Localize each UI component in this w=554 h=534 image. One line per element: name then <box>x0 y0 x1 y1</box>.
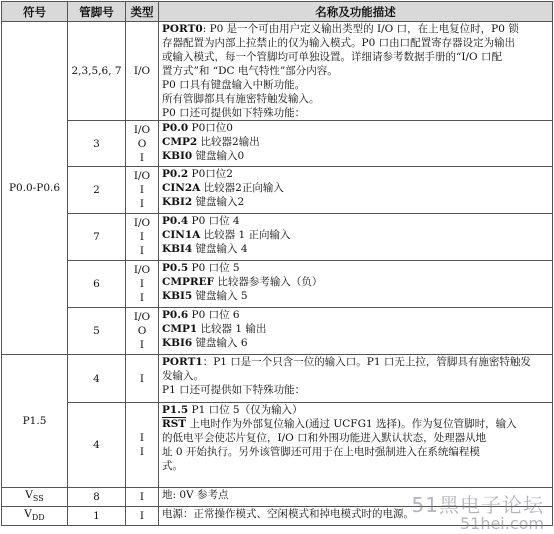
table-row <box>2 167 553 214</box>
table-row <box>2 355 553 403</box>
description-cell <box>159 308 553 355</box>
description-text: ：P1 口是一个只含一位的输入口。P1 口无上拉，管脚具有施密特触发 <box>202 356 531 368</box>
description-text: P0 口还可提供如下特殊功能： <box>162 107 306 119</box>
description-text: 地: 0V 参考点 <box>162 489 229 501</box>
pin-cell: 8 <box>68 488 126 507</box>
description-line <box>162 228 549 242</box>
type-cell <box>126 121 159 167</box>
description-line <box>162 242 549 256</box>
type-cell <box>126 403 159 488</box>
function-keyword: KBI4 <box>162 243 193 255</box>
type-value: I <box>139 372 145 385</box>
symbol-cell-vdd: $V_{DD}$ <box>2 507 68 526</box>
pin-cell: 3 <box>68 121 126 167</box>
description-text: P1 口位 5（仅为输入） <box>188 404 303 416</box>
description-cell <box>159 355 553 403</box>
type-value: I <box>139 184 145 196</box>
watermark-title: 51黑电子论坛 <box>411 493 544 517</box>
description-text: 址 0 开始执行。另外该管脚还可用于在上电时强制进入在系统编程模 <box>162 446 480 458</box>
type-cell <box>126 507 159 526</box>
function-keyword: P0.6 <box>162 309 189 321</box>
symbol-cell-p15: P1.5 <box>2 355 68 488</box>
description-text: 键盘输入 4 <box>192 243 248 255</box>
type-value: I/O <box>133 170 151 182</box>
type-cell <box>126 214 159 261</box>
table-row <box>2 308 553 355</box>
pin-cell: 1 <box>68 507 126 526</box>
description-line <box>162 92 549 106</box>
description-text: 键盘输入 6 <box>192 337 248 349</box>
description-line <box>162 167 549 181</box>
function-keyword: P1.5 <box>162 404 189 416</box>
pin-cell: 7 <box>68 214 126 261</box>
description-cell <box>159 121 553 167</box>
header-description: 名称及功能描述 <box>159 2 553 22</box>
function-keyword: PORT0 <box>162 23 203 35</box>
function-keyword: P0.5 <box>162 262 189 274</box>
function-keyword: PORT1 <box>162 356 203 368</box>
description-line <box>162 403 549 417</box>
type-value: I <box>139 432 145 444</box>
function-keyword: $\overline{RST}$ <box>162 418 187 430</box>
description-cell <box>159 403 553 488</box>
type-value: I <box>139 446 145 458</box>
description-text: 的低电平会使芯片复位，I/O 口和外围功能进入默认状态，处理器从地 <box>162 432 487 444</box>
description-text: 键盘输入 5 <box>192 290 248 302</box>
description-line <box>162 445 549 459</box>
description-text: 发输入。 <box>162 370 204 382</box>
type-value: I <box>139 292 145 304</box>
type-value: I <box>139 510 145 523</box>
description-line <box>162 417 549 431</box>
type-value: I/O <box>133 264 151 276</box>
function-keyword: KBI2 <box>162 196 193 208</box>
table-row <box>2 403 553 488</box>
pin-cell: 4 <box>68 355 126 403</box>
description-line <box>162 135 549 149</box>
table-row <box>2 121 553 167</box>
description-text: 电源：正常操作模式、空闲模式和掉电模式时的电源。 <box>162 508 414 521</box>
description-text: 置方式”和 “DC 电气特性”部分内容。 <box>162 65 338 77</box>
description-line <box>162 181 549 195</box>
description-line <box>162 459 549 473</box>
description-text: 键盘输入2 <box>192 196 245 208</box>
function-keyword: CMPREF <box>162 276 215 288</box>
header-type: 类型 <box>126 2 159 22</box>
watermark-url: 51hei.com <box>459 514 544 533</box>
description-text: 键盘输入0 <box>192 150 245 162</box>
description-text: 比较器 1 输出 <box>197 323 267 335</box>
description-line <box>162 121 549 135</box>
description-line <box>162 214 549 228</box>
description-line <box>162 369 549 383</box>
type-value: I <box>139 151 145 164</box>
table-row <box>2 261 553 308</box>
type-value: I/O <box>133 65 151 77</box>
description-line <box>162 431 549 445</box>
function-keyword: CMP1 <box>162 323 198 335</box>
type-value: I <box>139 339 145 351</box>
description-line <box>162 355 549 369</box>
function-keyword: CIN2A <box>162 182 201 194</box>
table-row <box>2 22 553 121</box>
description-cell <box>159 167 553 214</box>
description-text: P0 口位 6 <box>188 309 240 321</box>
description-line <box>162 78 549 92</box>
description-text: 存器配置为内部上拉禁止的仅为输入模式。P0 口由口配置寄存器设定为输出 <box>162 37 516 49</box>
pin-cell: 2 <box>68 167 126 214</box>
type-cell <box>126 22 159 121</box>
pin-cell: 4 <box>68 403 126 488</box>
description-text: P1 口还可提供如下特殊功能： <box>162 384 306 396</box>
description-text: 所有管脚都具有施密特触发输入。 <box>162 93 320 105</box>
type-value: I <box>139 231 145 243</box>
description-text: 比较器2正向输入 <box>200 182 284 194</box>
description-text: 比较器参考输入（负） <box>214 276 323 288</box>
pin-cell: 6 <box>68 261 126 308</box>
description-line <box>162 275 549 289</box>
description-text: 或输入模式，每一个管脚均可单独设置。详细请参考数据手册的“I/O 口配 <box>162 51 502 63</box>
description-line <box>162 308 549 322</box>
type-cell <box>126 355 159 403</box>
type-value: I/O <box>133 217 151 229</box>
type-cell <box>126 261 159 308</box>
description-cell <box>159 22 553 121</box>
type-cell <box>126 308 159 355</box>
table-row <box>2 214 553 261</box>
type-cell <box>126 167 159 214</box>
header-row <box>2 2 553 22</box>
symbol-cell-p0: P0.0-P0.6 <box>2 22 68 355</box>
description-text: 比较器 1 正向输入 <box>200 229 291 241</box>
description-line <box>162 195 549 209</box>
type-value: I <box>139 278 145 290</box>
description-line <box>162 22 549 36</box>
description-text: : P0 是一个可由用户定义输出类型的 I/O 口，在上电复位时，P0 锁 <box>202 23 519 35</box>
description-line <box>162 261 549 275</box>
function-keyword: KBI0 <box>162 150 193 162</box>
pin-cell: 2,3,5,6, 7 <box>68 22 126 121</box>
type-value: I <box>139 198 145 210</box>
header-symbol: 符号 <box>2 2 68 22</box>
function-keyword: CMP2 <box>162 136 198 148</box>
description-line <box>162 336 549 350</box>
symbol-cell-vss: $V_{SS}$ <box>2 488 68 507</box>
description-text: 比较器2输出 <box>197 136 260 148</box>
description-text: P0口位2 <box>188 168 233 180</box>
description-text: P0 口位 4 <box>188 215 240 227</box>
description-text: P0 口具有键盘输入中断功能。 <box>162 79 306 91</box>
function-keyword: CIN1A <box>162 229 201 241</box>
description-text: P0口位0 <box>188 122 233 134</box>
type-cell <box>126 488 159 507</box>
description-cell <box>159 261 553 308</box>
description-text: 上电时作为外部复位输入(通过 UCFG1 选择)。作为复位管脚时，输入 <box>186 418 517 430</box>
description-line <box>162 149 549 163</box>
description-line <box>162 36 549 50</box>
description-text: P0 口位 5 <box>188 262 240 274</box>
description-line <box>162 322 549 336</box>
type-value: I <box>139 245 145 257</box>
pin-description-table <box>1 1 553 526</box>
description-line <box>162 383 549 397</box>
pin-cell: 5 <box>68 308 126 355</box>
function-keyword: KBI5 <box>162 290 193 302</box>
description-line <box>162 50 549 64</box>
function-keyword: KBI6 <box>162 337 193 349</box>
description-line <box>162 106 549 120</box>
type-value: O <box>137 325 147 337</box>
description-text: 式。 <box>162 460 183 472</box>
type-value: I/O <box>133 311 151 323</box>
description-line <box>162 64 549 78</box>
function-keyword: P0.4 <box>162 215 189 227</box>
type-value: O <box>137 137 147 150</box>
function-keyword: P0.2 <box>162 168 189 180</box>
site-watermark <box>412 494 544 532</box>
type-value: I <box>139 491 145 504</box>
description-line <box>162 289 549 303</box>
type-value: I/O <box>133 123 151 136</box>
function-keyword: P0.0 <box>162 122 189 134</box>
header-pin: 管脚号 <box>68 2 126 22</box>
description-cell <box>159 214 553 261</box>
